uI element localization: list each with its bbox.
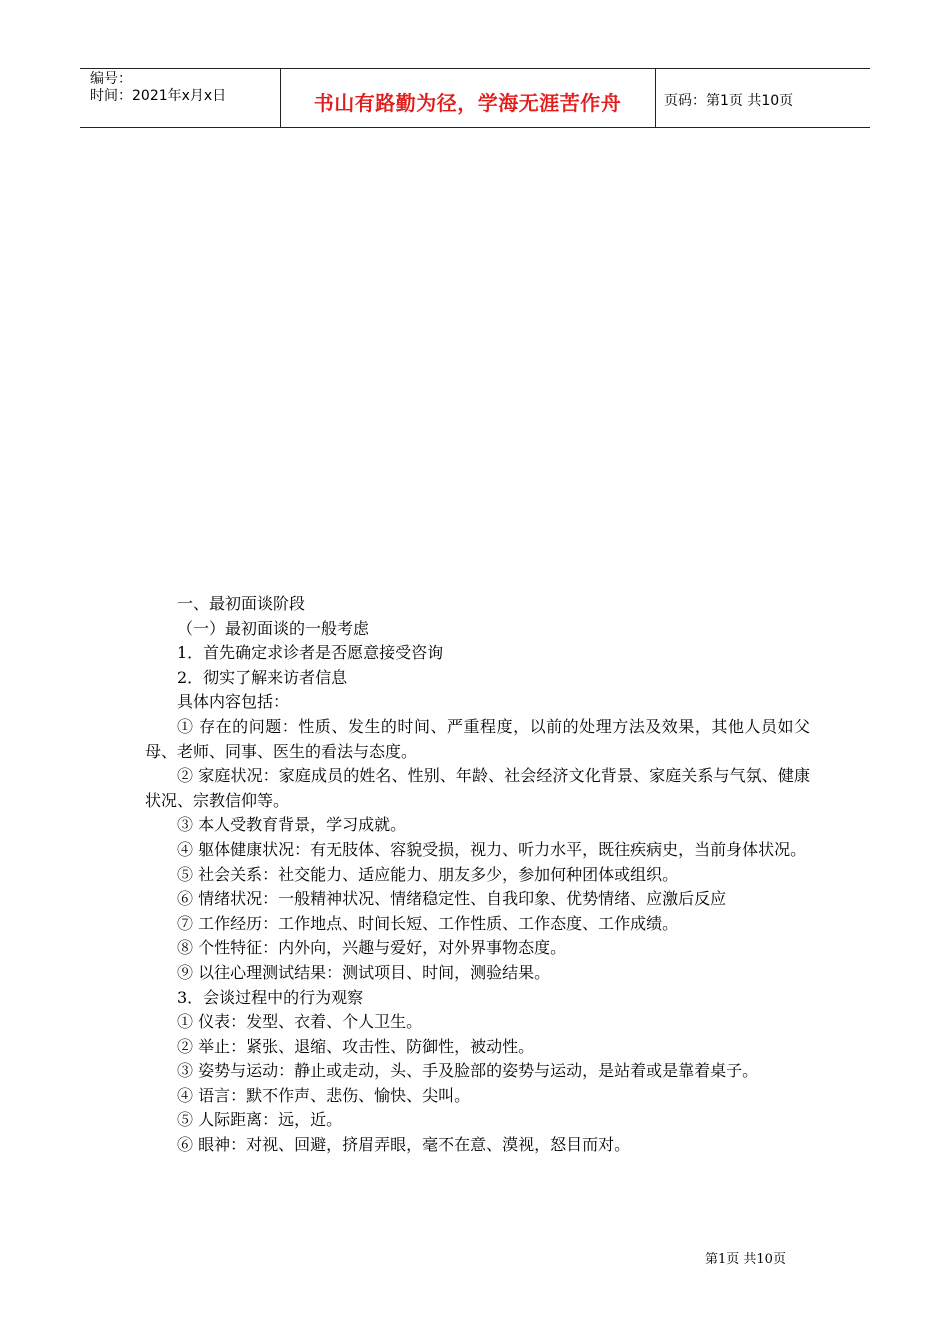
section-heading: 一、最初面谈阶段 bbox=[177, 594, 306, 613]
list-item: ③ 本人受教育背景，学习成就。 bbox=[177, 815, 407, 835]
paragraph: 1．首先确定求诊者是否愿意接受咨询 bbox=[177, 643, 444, 663]
list-item: ⑥ 情绪状况：一般精神状况、情绪稳定性、自我印象、优势情绪、应激后反应 bbox=[177, 889, 727, 909]
header-divider-right bbox=[655, 69, 656, 127]
paragraph: 具体内容包括： bbox=[177, 692, 290, 712]
document-body bbox=[145, 592, 810, 1158]
list-item: ③ 姿势与运动：静止或走动，头、手及脸部的姿势与运动，是站着或是靠着桌子。 bbox=[177, 1061, 759, 1081]
page-header bbox=[80, 68, 870, 128]
list-item: ② 举止：紧张、退缩、攻击性、防御性，被动性。 bbox=[177, 1036, 535, 1056]
list-item: ⑤ 社会关系：社交能力、适应能力、朋友多少，参加何种团体或组织。 bbox=[177, 864, 679, 884]
serial-number-label: 编号： bbox=[90, 71, 132, 87]
subsection-heading: （一）最初面谈的一般考虑 bbox=[177, 618, 370, 638]
list-item: ⑦ 工作经历：工作地点、时间长短、工作性质、工作态度、工作成绩。 bbox=[177, 913, 679, 933]
list-item: ① 存在的问题：性质、发生的时间、严重程度，以前的处理方法及效果，其他人员如父母、老师、同事、医生的看法与态度。 bbox=[145, 716, 810, 761]
paragraph: 2．彻实了解来访者信息 bbox=[177, 667, 348, 687]
paragraph: 3．会谈过程中的行为观察 bbox=[177, 987, 364, 1007]
list-item: ④ 躯体健康状况：有无肢体、容貌受损，视力、听力水平，既往疾病史，当前身体状况。 bbox=[177, 839, 807, 859]
list-item: ⑥ 眼神：对视、回避，挤眉弄眼，毫不在意、漠视，怒目而对。 bbox=[177, 1135, 631, 1155]
header-meta bbox=[90, 71, 280, 105]
list-item: ① 仪表：发型、衣着、个人卫生。 bbox=[177, 1012, 423, 1032]
list-item: ⑧ 个性特征：内外向，兴趣与爱好，对外界事物态度。 bbox=[177, 938, 567, 958]
list-item: ⑨ 以往心理测试结果：测试项目、时间，测验结果。 bbox=[177, 962, 551, 982]
header-motto: 书山有路勤为径，学海无涯苦作舟 bbox=[313, 91, 622, 115]
list-item: ④ 语言：默不作声、悲伤、愉快、尖叫。 bbox=[177, 1085, 471, 1105]
date-label: 时间：2021年x月x日 bbox=[90, 88, 227, 104]
header-page-number: 页码：第1页 共10页 bbox=[664, 93, 794, 109]
page-footer: 第1页 共10页 bbox=[705, 1252, 786, 1267]
list-item: ② 家庭状况：家庭成员的姓名、性别、年龄、社会经济文化背景、家庭关系与气氛、健康状况、宗教信仰等。 bbox=[145, 766, 810, 810]
list-item: ⑤ 人际距离：远，近。 bbox=[177, 1110, 343, 1130]
